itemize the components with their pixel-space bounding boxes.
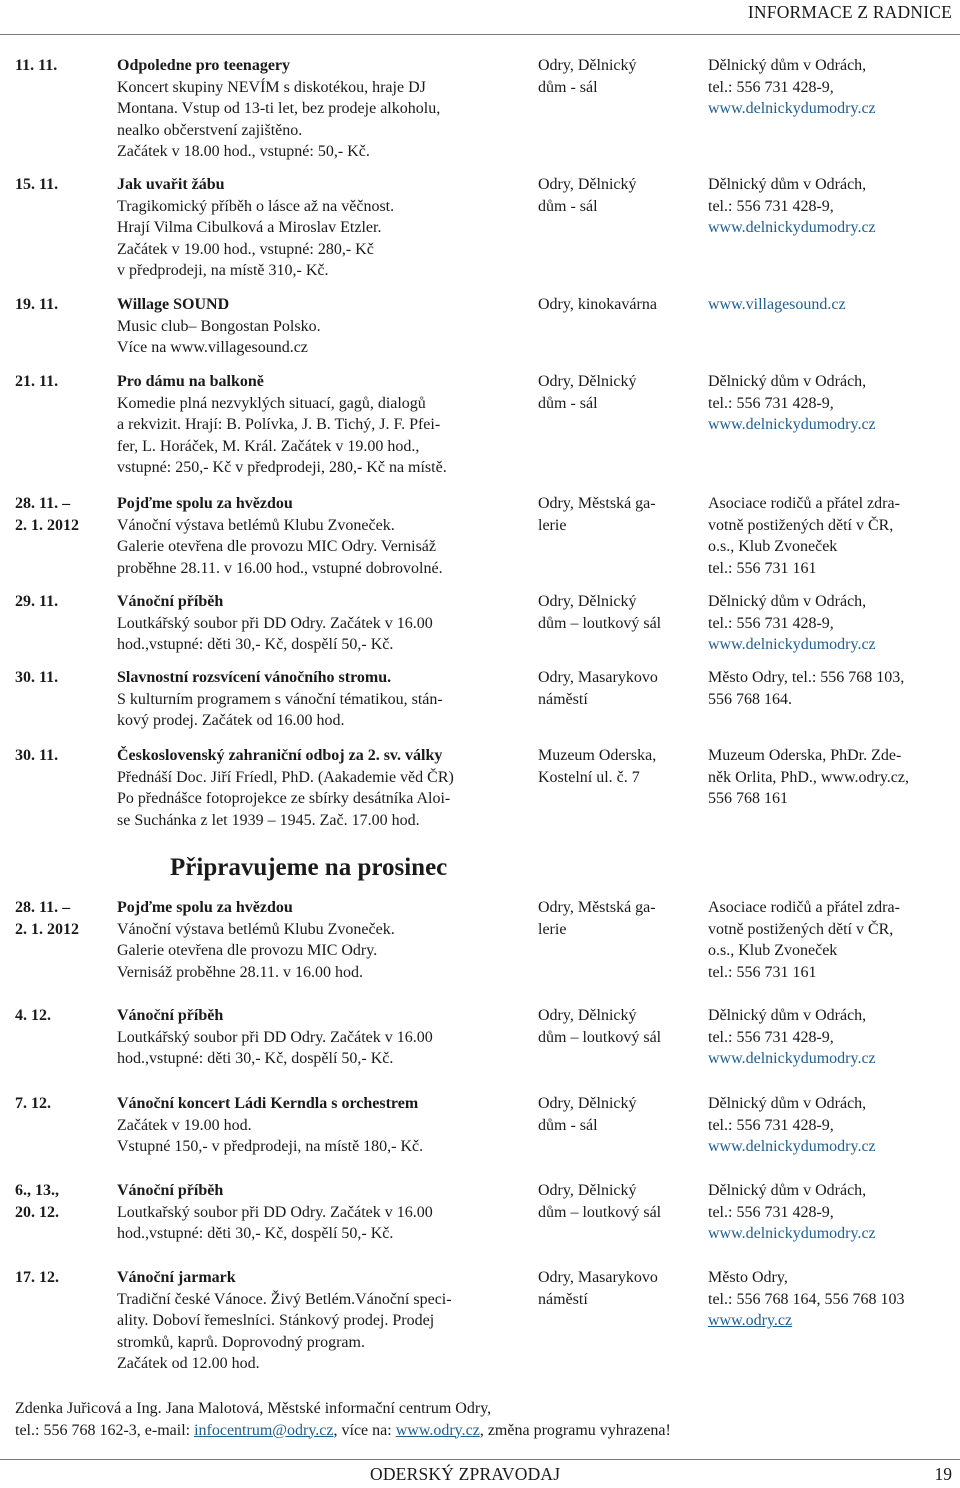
event-contact [708, 294, 953, 316]
event-title: Vánoční příběh [117, 1007, 224, 1024]
event-title: Československý zahraniční odboj za 2. sv. války [117, 747, 443, 764]
event-description: Vánoční příběh Loutkářský soubor při DD Odry. Začátek v 16.00 hod.,vstupné: děti 30,- Kč, dospělí 50,- Kč. [117, 1005, 522, 1070]
event-contact: Město Odry, tel.: 556 768 164, 556 768 103 www.odry.cz [708, 1267, 953, 1332]
contact-link[interactable]: www.delnickydumodry.cz [708, 100, 876, 118]
event-date: 15. 11. [15, 176, 59, 193]
event-venue: Odry, Masarykovo náměstí [538, 1269, 658, 1308]
event-title: Jak uvařit žábu [117, 176, 225, 193]
event-description: Československý zahraniční odboj za 2. sv. války Přednáší Doc. Jiří Fríedl, PhD. (Aakademie věd ČR) Po přednášce fotoprojekce ze sbírky desátníka Aloi- se Suchánka z let 1939 – 1945. Zač. 17.00 hod. [117, 745, 522, 831]
event-description: Vánoční příběh Loutkářský soubor při DD Odry. Začátek v 16.00 hod.,vstupné: děti 30,- Kč, dospělí 50,- Kč. [117, 591, 522, 656]
page-header [0, 0, 960, 35]
event-description: Pro dámu na balkoně Komedie plná nezvyklých situací, gagů, dialogů a rekvizit. Hrají: B. Polívka, J. B. Tichý, J. F. Pfei- fer, L. Horáček, M. Král. Začátek v 19.00 hod., vstupné: 250,- Kč v předprodeji, 280,- Kč na místě. [117, 371, 522, 479]
event-venue: Odry, Dělnický dům – loutkový sál [538, 1182, 662, 1221]
event-venue: Odry, Dělnický dům – loutkový sál [538, 1007, 662, 1046]
event-venue: Odry, Dělnický dům - sál [538, 373, 637, 412]
footer-credits: Zdenka Juřicová a Ing. Jana Malotová, Městské informační centrum Odry, tel.: 556 768 162-3, e-mail: infocentrum@odry.cz, více na: www.odry.cz, změna programu vyhrazena! [15, 1400, 671, 1439]
event-contact: Dělnický dům v Odrách, tel.: 556 731 428-9, www.delnickydumodry.cz [708, 55, 953, 120]
event-date: 4. 12. [15, 1007, 51, 1024]
event-venue: Muzeum Oderska, Kostelní ul. č. 7 [538, 747, 657, 786]
event-description: Odpoledne pro teenagery Koncert skupiny NEVÍM s diskotékou, hraje DJ Montana. Vstup od 13-ti let, bez prodeje alkoholu, nealko občerstvení zajištěno. Začátek v 18.00 hod., vstupné: 50,- Kč. [117, 55, 522, 163]
event-title: Vánoční jarmark [117, 1269, 236, 1286]
event-description: Pojďme spolu za hvězdou Vánoční výstava betlémů Klubu Zvoneček. Galerie otevřena dle provozu MIC Odry. Vernisáž proběhne 28.11. v 16.00 hod., vstupné dobrovolné. [117, 493, 522, 579]
event-contact: Asociace rodičů a přátel zdra- votně postižených dětí v ČR, o.s., Klub Zvoneček tel.: 556 731 161 [708, 899, 900, 981]
event-venue: Odry, Městská ga- lerie [538, 495, 656, 534]
event-title: Odpoledne pro teenagery [117, 57, 291, 74]
event-contact: Dělnický dům v Odrách, tel.: 556 731 428-9, www.delnickydumodry.cz [708, 1180, 953, 1245]
event-description: Slavnostní rozsvícení vánočního stromu. S kulturním programem s vánoční tématikou, stán- kový prodej. Začátek od 16.00 hod. [117, 667, 522, 732]
event-venue: Odry, Masarykovo náměstí [538, 669, 658, 708]
event-venue: Odry, Dělnický dům - sál [538, 57, 637, 96]
contact-link[interactable]: www.delnickydumodry.cz [708, 1138, 876, 1156]
event-date: 29. 11. [15, 593, 59, 610]
contact-link[interactable]: www.delnickydumodry.cz [708, 219, 876, 237]
page-footer [0, 1459, 960, 1488]
event-contact: Muzeum Oderska, PhDr. Zde- něk Orlita, PhD., www.odry.cz, 556 768 161 [708, 747, 909, 808]
event-description: Jak uvařit žábu Tragikomický příběh o lásce až na věčnost. Hrají Vilma Cibulková a Miroslav Etzler. Začátek v 19.00 hod., vstupné: 280,- Kč v předprodeji, na místě 310,- Kč. [117, 174, 522, 282]
website-link[interactable]: www.odry.cz [395, 1421, 480, 1439]
contact-link[interactable]: www.villagesound.cz [708, 296, 846, 313]
event-title: Vánoční příběh [117, 593, 224, 610]
event-title: Vánoční koncert Ládi Kerndla s orchestrem [117, 1095, 419, 1112]
event-description: Willage SOUND Music club– Bongostan Polsko. Více na www.villagesound.cz [117, 294, 522, 359]
contact-link[interactable]: www.delnickydumodry.cz [708, 1050, 876, 1068]
contact-link[interactable]: www.odry.cz [708, 1312, 793, 1330]
event-title: Pojďme spolu za hvězdou [117, 899, 293, 916]
event-title: Pojďme spolu za hvězdou [117, 495, 293, 512]
email-link[interactable]: infocentrum@odry.cz [194, 1421, 334, 1439]
event-contact: Dělnický dům v Odrách, tel.: 556 731 428-9, www.delnickydumodry.cz [708, 1005, 953, 1070]
contact-link[interactable]: www.delnickydumodry.cz [708, 416, 876, 434]
event-venue: Odry, Dělnický dům - sál [538, 176, 637, 215]
event-contact: Dělnický dům v Odrách, tel.: 556 731 428-9, www.delnickydumodry.cz [708, 1093, 953, 1158]
event-title: Pro dámu na balkoně [117, 373, 264, 390]
publication-name: ODERSKÝ ZPRAVODAJ [370, 1464, 561, 1484]
event-description: Vánoční příběh Loutkařský soubor při DD Odry. Začátek v 16.00 hod.,vstupné: děti 30,- Kč, dospělí 50,- Kč. [117, 1180, 522, 1245]
event-date: 19. 11. [15, 296, 59, 313]
event-date: 28. 11. – 2. 1. 2012 [15, 899, 79, 938]
section-header-title: INFORMACE Z RADNICE [747, 2, 952, 22]
event-contact: Dělnický dům v Odrách, tel.: 556 731 428-9, www.delnickydumodry.cz [708, 591, 953, 656]
event-title: Slavnostní rozsvícení vánočního stromu. [117, 669, 392, 686]
event-description: Pojďme spolu za hvězdou Vánoční výstava betlémů Klubu Zvoneček. Galerie otevřena dle provozu MIC Odry. Vernisáž proběhne 28.11. v 16.00 hod. [117, 897, 522, 983]
event-description: Vánoční koncert Ládi Kerndla s orchestrem Začátek v 19.00 hod. Vstupné 150,- v předprodeji, na místě 180,- Kč. [117, 1093, 522, 1158]
contact-link[interactable]: www.delnickydumodry.cz [708, 636, 876, 654]
event-venue: Odry, Městská ga- lerie [538, 899, 656, 938]
event-contact: Město Odry, tel.: 556 768 103, 556 768 164. [708, 669, 905, 708]
event-date: 17. 12. [15, 1269, 59, 1286]
december-section-title: Připravujeme na prosinec [170, 854, 448, 881]
event-date: 30. 11. [15, 669, 59, 686]
event-contact: Dělnický dům v Odrách, tel.: 556 731 428-9, www.delnickydumodry.cz [708, 371, 953, 436]
event-title: Vánoční příběh [117, 1182, 224, 1199]
event-date: 21. 11. [15, 373, 59, 390]
event-date: 30. 11. [15, 747, 59, 764]
event-description: Vánoční jarmark Tradiční české Vánoce. Živý Betlém.Vánoční speci- ality. Doboví řemeslníci. Stánkový prodej. Prodej stromků, kaprů. Doprovodný program. Začátek od 12.00 hod. [117, 1267, 522, 1375]
event-contact: Asociace rodičů a přátel zdra- votně postižených dětí v ČR, o.s., Klub Zvoneček tel.: 556 731 161 [708, 495, 900, 577]
event-title: Willage SOUND [117, 296, 230, 313]
event-date: 6., 13., 20. 12. [15, 1182, 59, 1221]
event-venue: Odry, Dělnický dům - sál [538, 1095, 637, 1134]
event-venue: Odry, Dělnický dům – loutkový sál [538, 593, 662, 632]
event-venue: Odry, kinokavárna [538, 296, 657, 313]
page-number: 19 [934, 1464, 952, 1484]
event-date: 7. 12. [15, 1095, 51, 1112]
event-date: 28. 11. – 2. 1. 2012 [15, 495, 79, 534]
contact-link[interactable]: www.delnickydumodry.cz [708, 1225, 876, 1243]
event-contact: Dělnický dům v Odrách, tel.: 556 731 428-9, www.delnickydumodry.cz [708, 174, 953, 239]
event-date: 11. 11. [15, 57, 58, 74]
